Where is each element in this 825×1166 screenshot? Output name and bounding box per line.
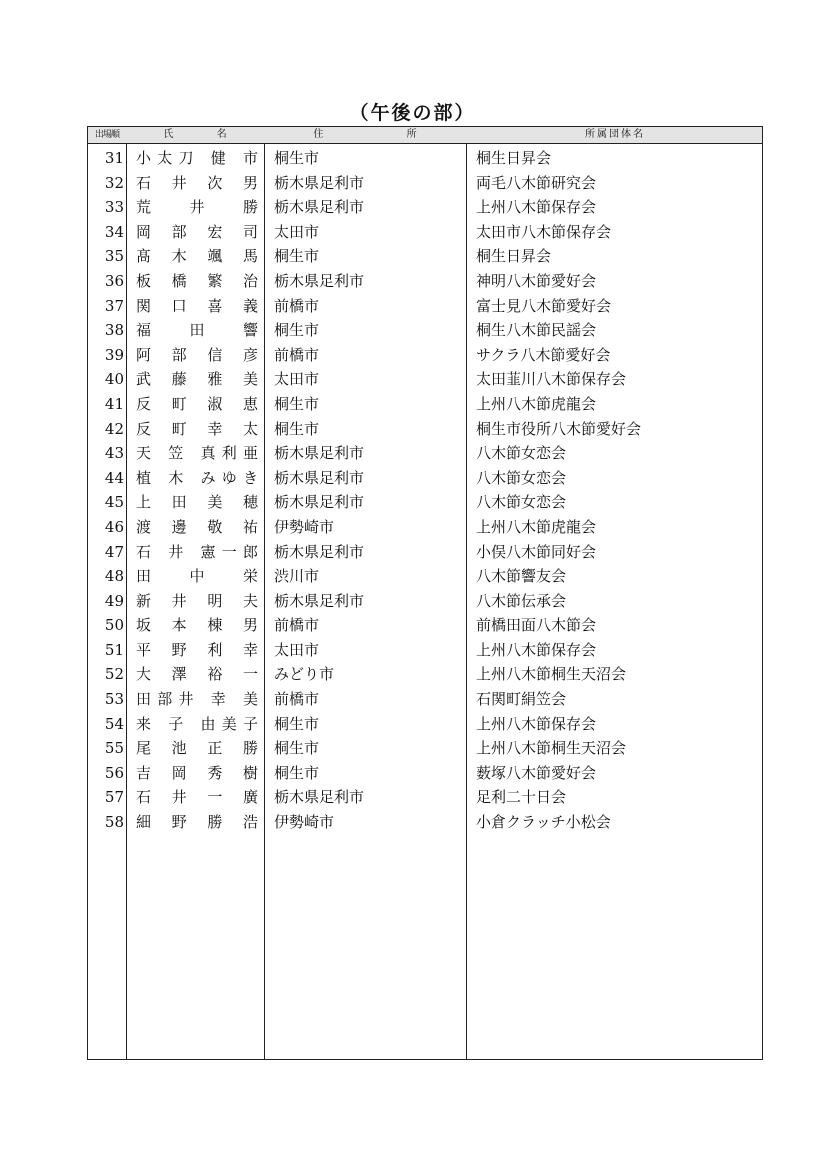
table-row — [88, 589, 762, 614]
table-row — [88, 712, 762, 737]
cell-number: 57 — [104, 788, 124, 807]
cell-number: 55 — [104, 739, 124, 758]
cell-address: 前橋市 — [274, 690, 320, 709]
cell-number: 37 — [104, 296, 124, 315]
cell-group: サクラ八木節愛好会 — [476, 345, 611, 364]
header-number: 出場順 — [94, 130, 119, 140]
table-row — [88, 318, 762, 343]
cell-group: 両毛八木節研究会 — [476, 173, 597, 192]
cell-number: 40 — [104, 370, 124, 389]
table-row — [88, 687, 762, 712]
cell-name: 石 井 次 男 — [136, 173, 258, 192]
cell-address: 桐生市 — [274, 739, 320, 758]
cell-number: 31 — [104, 149, 124, 167]
cell-group: 石関町絹笠会 — [476, 690, 567, 709]
cell-number: 56 — [104, 763, 124, 782]
cell-number: 34 — [104, 222, 124, 241]
cell-group: 富士見八木節愛好会 — [476, 296, 612, 315]
cell-address: 栃木県足利市 — [274, 444, 365, 463]
cell-group: 上州八木節保存会 — [476, 714, 597, 733]
cell-number: 33 — [104, 198, 124, 217]
cell-name: 髙 木 颯 馬 — [136, 247, 258, 266]
cell-name: 細 野 勝 浩 — [136, 813, 258, 832]
table-header — [88, 127, 762, 144]
cell-address: 渋川市 — [274, 567, 320, 586]
cell-address: 栃木県足利市 — [274, 271, 365, 290]
table-row — [88, 343, 762, 368]
cell-name: 植 木 みゆき — [136, 468, 258, 487]
cell-number: 32 — [104, 173, 124, 192]
header-group: 所属団体名 — [585, 129, 645, 140]
cell-group: 上州八木節桐生天沼会 — [476, 739, 627, 758]
table-row — [88, 785, 762, 810]
cell-number: 44 — [104, 468, 124, 487]
performer-table — [87, 126, 763, 1060]
cell-address: 桐生市 — [274, 149, 320, 167]
cell-group: 神明八木節愛好会 — [476, 271, 597, 290]
cell-number: 50 — [104, 616, 124, 635]
cell-address: 桐生市 — [274, 321, 320, 340]
table-row — [88, 761, 762, 786]
cell-number: 58 — [104, 813, 124, 832]
cell-address: 太田市 — [274, 640, 320, 659]
cell-address: 太田市 — [274, 222, 320, 241]
cell-name: 反 町 淑 恵 — [136, 394, 258, 413]
cell-group: 桐生日昇会 — [476, 149, 552, 167]
table-row — [88, 515, 762, 540]
cell-number: 51 — [104, 640, 124, 659]
cell-address: 桐生市 — [274, 419, 320, 438]
cell-name: 岡 部 宏 司 — [136, 222, 258, 241]
table-row — [88, 220, 762, 245]
cell-group: 太田市八木節保存会 — [476, 222, 612, 241]
cell-group: 桐生八木節民謡会 — [476, 321, 597, 340]
cell-number: 49 — [104, 591, 124, 610]
cell-number: 46 — [104, 517, 124, 536]
cell-address: 桐生市 — [274, 714, 320, 733]
table-row — [88, 244, 762, 269]
table-row — [88, 662, 762, 687]
cell-name: 反 町 幸 太 — [136, 419, 258, 438]
cell-number: 42 — [104, 419, 124, 438]
table-row — [88, 392, 762, 417]
cell-group: 上州八木節保存会 — [476, 640, 597, 659]
cell-name: 田 中 栄 — [136, 567, 258, 586]
cell-group: 太田韮川八木節保存会 — [476, 370, 627, 389]
cell-name: 石 井 憲一郎 — [136, 542, 258, 561]
cell-group: 八木節女恋会 — [476, 493, 567, 512]
cell-group: 桐生日昇会 — [476, 247, 552, 266]
cell-number: 54 — [104, 714, 124, 733]
cell-name: 関 口 喜 義 — [136, 296, 258, 315]
cell-number: 53 — [104, 690, 124, 709]
cell-address: 桐生市 — [274, 763, 320, 782]
cell-number: 48 — [104, 567, 124, 586]
cell-address: 伊勢崎市 — [274, 517, 335, 536]
cell-name: 尾 池 正 勝 — [136, 739, 258, 758]
cell-name: 大 澤 裕 一 — [136, 665, 258, 684]
cell-group: 上州八木節虎龍会 — [476, 517, 597, 536]
cell-group: 小俣八木節同好会 — [476, 542, 597, 561]
table-row — [88, 171, 762, 196]
table-row — [88, 613, 762, 638]
cell-number: 35 — [104, 247, 124, 266]
cell-address: 栃木県足利市 — [274, 468, 365, 487]
cell-address: 伊勢崎市 — [274, 813, 335, 832]
cell-number: 45 — [104, 493, 124, 512]
cell-name: 石 井 一 廣 — [136, 788, 258, 807]
header-name: 氏 名 — [163, 129, 227, 140]
cell-address: 前橋市 — [274, 296, 320, 315]
cell-address: 栃木県足利市 — [274, 591, 365, 610]
cell-name: 福 田 響 — [136, 321, 258, 340]
table-body — [88, 146, 762, 835]
cell-name: 上 田 美 穂 — [136, 493, 258, 512]
cell-name: 板 橋 繁 治 — [136, 271, 258, 290]
cell-address: みどり市 — [274, 665, 335, 684]
table-row — [88, 269, 762, 294]
cell-group: 前橋田面八木節会 — [476, 616, 597, 635]
cell-name: 渡 邊 敬 祐 — [136, 517, 258, 536]
cell-group: 桐生市役所八木節愛好会 — [476, 419, 642, 438]
table-row — [88, 638, 762, 663]
cell-name: 武 藤 雅 美 — [136, 370, 258, 389]
cell-name: 新 井 明 夫 — [136, 591, 258, 610]
table-row — [88, 195, 762, 220]
cell-address: 栃木県足利市 — [274, 173, 365, 192]
cell-name: 小太刀 健 市 — [136, 149, 258, 167]
cell-number: 38 — [104, 321, 124, 340]
table-row — [88, 736, 762, 761]
table-row — [88, 367, 762, 392]
cell-name: 吉 岡 秀 樹 — [136, 763, 258, 782]
cell-name: 来 子 由美子 — [136, 714, 258, 733]
cell-group: 八木節伝承会 — [476, 591, 567, 610]
cell-number: 41 — [104, 394, 124, 413]
table-row — [88, 490, 762, 515]
cell-group: 八木節女恋会 — [476, 444, 567, 463]
cell-name: 阿 部 信 彦 — [136, 345, 258, 364]
cell-number: 43 — [104, 444, 124, 463]
table-row — [88, 564, 762, 589]
cell-name: 坂 本 棟 男 — [136, 616, 258, 635]
cell-name: 平 野 利 幸 — [136, 640, 258, 659]
cell-group: 八木節女恋会 — [476, 468, 567, 487]
table-row — [88, 466, 762, 491]
cell-group: 小倉クラッチ小松会 — [476, 813, 611, 832]
table-row — [88, 417, 762, 442]
cell-address: 桐生市 — [274, 394, 320, 413]
cell-name: 天 笠 真利亜 — [136, 444, 258, 463]
cell-address: 前橋市 — [274, 345, 320, 364]
table-row — [88, 810, 762, 835]
table-row — [88, 441, 762, 466]
cell-number: 47 — [104, 542, 124, 561]
page-title: （午後の部） — [349, 102, 476, 124]
cell-name: 荒 井 勝 — [136, 198, 258, 217]
cell-group: 八木節響友会 — [476, 567, 567, 586]
cell-address: 栃木県足利市 — [274, 788, 365, 807]
cell-address: 栃木県足利市 — [274, 542, 365, 561]
cell-group: 上州八木節保存会 — [476, 198, 597, 217]
cell-name: 田部井 幸 美 — [136, 690, 258, 709]
table-row — [88, 146, 762, 171]
cell-address: 桐生市 — [274, 247, 320, 266]
table-row — [88, 294, 762, 319]
cell-address: 太田市 — [274, 370, 320, 389]
cell-group: 上州八木節虎龍会 — [476, 394, 597, 413]
cell-group: 足利二十日会 — [476, 788, 567, 807]
cell-address: 栃木県足利市 — [274, 493, 365, 512]
cell-group: 薮塚八木節愛好会 — [476, 763, 597, 782]
cell-number: 52 — [104, 665, 124, 684]
cell-group: 上州八木節桐生天沼会 — [476, 665, 627, 684]
cell-address: 栃木県足利市 — [274, 198, 365, 217]
table-row — [88, 540, 762, 565]
header-address: 住 所 — [313, 129, 417, 140]
cell-address: 前橋市 — [274, 616, 320, 635]
cell-number: 36 — [104, 271, 124, 290]
cell-number: 39 — [104, 345, 124, 364]
